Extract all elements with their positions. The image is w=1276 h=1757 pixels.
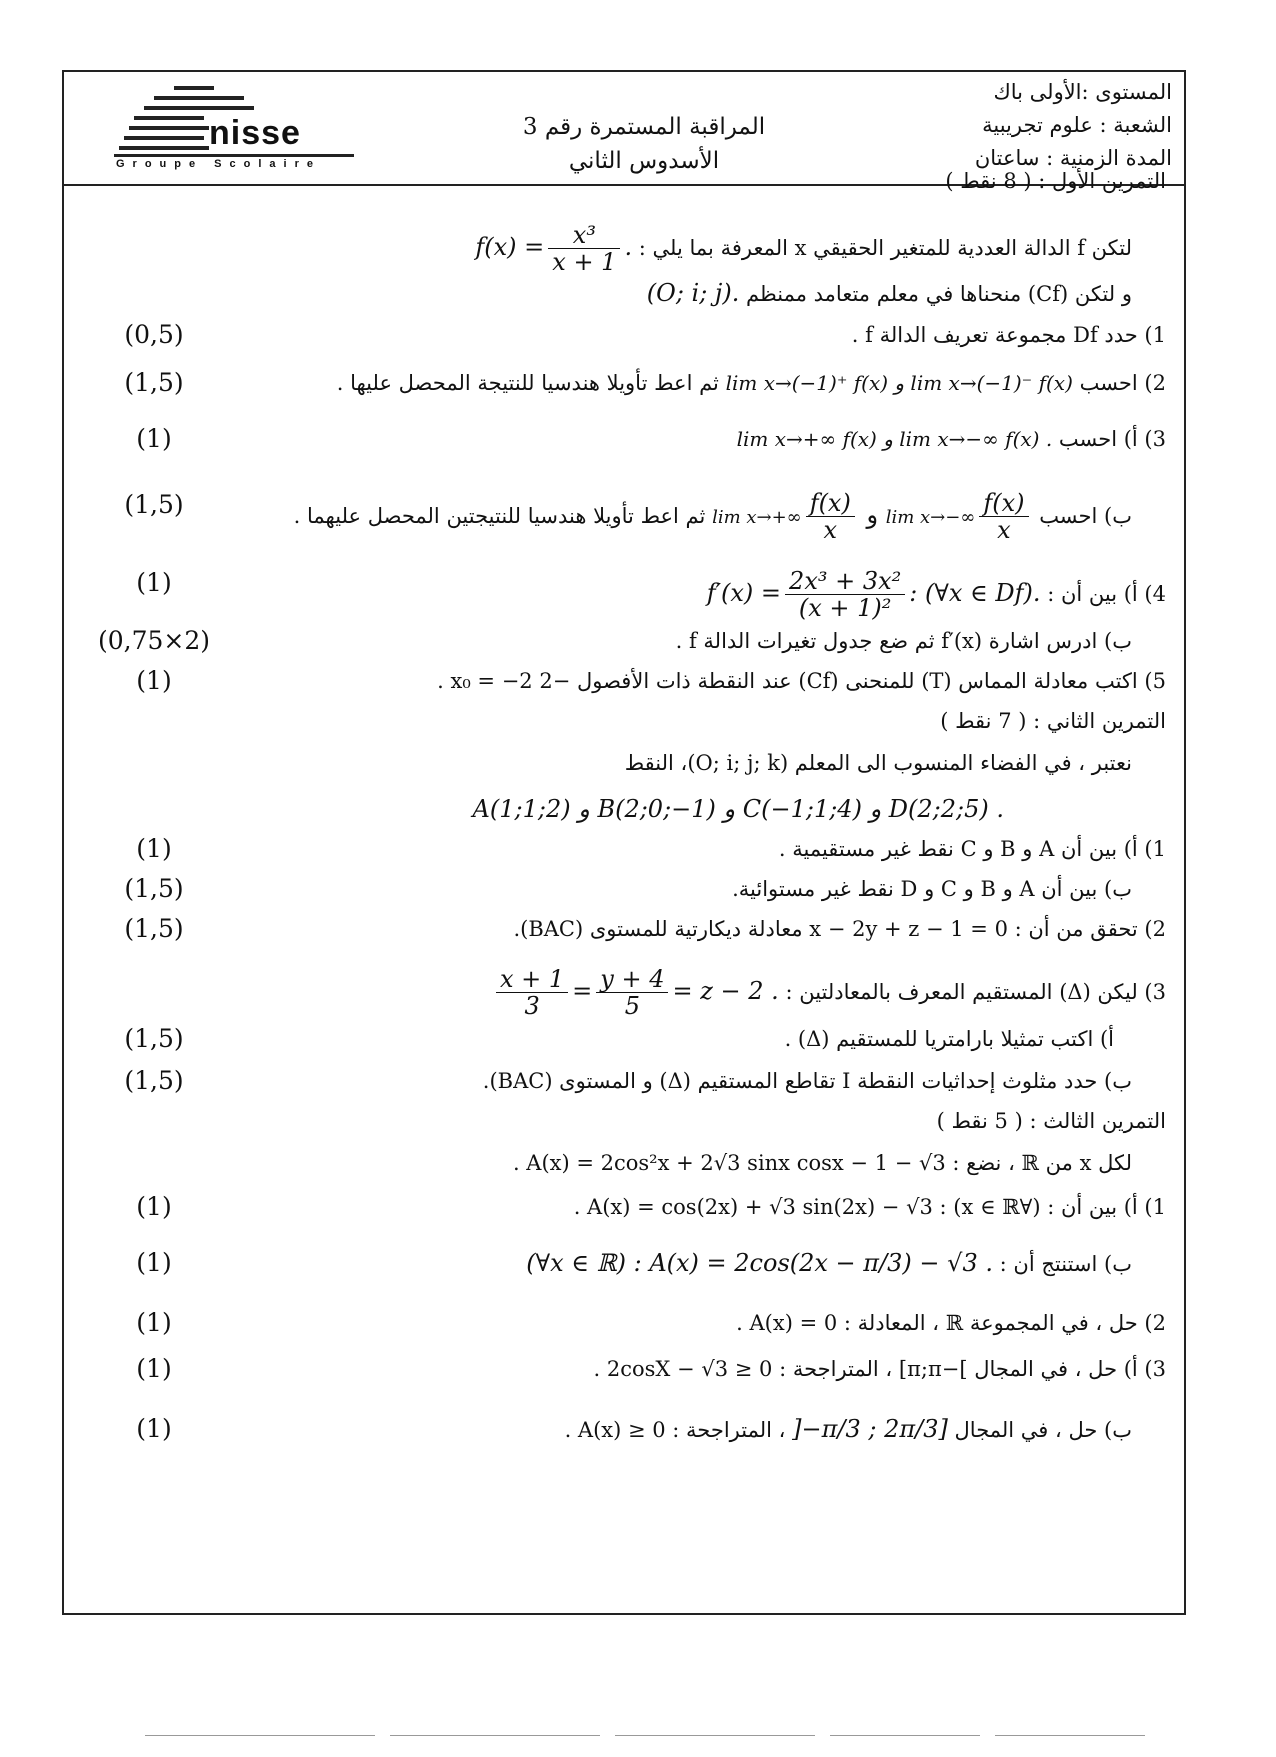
ex1-q1-row <box>64 316 1184 356</box>
ex1-q2-math: lim x→(−1)⁺ f(x) و lim x→(−1)⁻ f(x) <box>725 371 1073 395</box>
ex2-q2-row <box>64 910 1184 950</box>
fraction <box>596 966 668 1019</box>
ex2-q2-points: (1,5) <box>124 914 184 943</box>
ex3-q1a-points: (1) <box>136 1192 172 1221</box>
denominator: (x + 1)² <box>798 594 892 622</box>
ex3-q3b-row <box>64 1400 1184 1460</box>
ex3-q1b-points: (1) <box>136 1248 172 1277</box>
ex3-q2: 2) حل ، في المجموعة ℝ ، المعادلة : A(x) = 0 . <box>736 1311 1166 1335</box>
ex1-q3a-text: 3) أ) احسب <box>1058 427 1166 451</box>
ex1-q3b <box>294 490 1132 543</box>
ex3-q1b-text: ب) استنتج أن : <box>999 1252 1132 1276</box>
semester-title: الأسدوس الثاني <box>568 148 720 174</box>
ex1-q3a-points: (1) <box>136 424 172 453</box>
ex2-q1b-row <box>64 870 1184 910</box>
header-info <box>975 76 1172 175</box>
ex1-intro1-row <box>64 208 1184 276</box>
ex1-intro1 <box>475 222 1132 275</box>
ex3-title-row <box>64 1102 1184 1142</box>
formula-lhs: f(x) = <box>475 233 545 261</box>
ex2-q2: 2) تحقق من أن : x − 2y + z − 1 = 0 معادلة ديكارتية للمستوى (BAC). <box>513 917 1166 941</box>
ex3-q2-row <box>64 1304 1184 1344</box>
ex1-q2-text: 2) احسب <box>1079 371 1166 395</box>
ex1-q3b-points: (1,5) <box>124 490 184 519</box>
ex1-q4b-row <box>64 622 1184 662</box>
ex1-q1-points: (0,5) <box>124 320 184 349</box>
ex2-title: التمرين الثاني : ( 7 نقط ) <box>940 709 1166 733</box>
ex1-intro1-formula: f(x) = $\frac{\text{x³}}{x + 1}$ . <box>475 221 633 276</box>
ex2-q3b-points: (1,5) <box>124 1066 184 1095</box>
ex2-intro1-row <box>64 744 1184 784</box>
ex3-q3b-points: (1) <box>136 1414 172 1443</box>
and-word: و <box>866 501 879 529</box>
fraction <box>496 966 568 1019</box>
ex1-q3b-row <box>64 472 1184 544</box>
ex3-q1b <box>526 1248 1132 1279</box>
ex1-q3a <box>737 424 1166 454</box>
numerator: 2x³ + 3x² <box>785 568 905 595</box>
ex3-q3b-tail: ، المتراجحة : A(x) ≥ 0 . <box>564 1418 786 1442</box>
duration-line: المدة الزمنية : ساعتان <box>974 146 1172 170</box>
denominator: 3 <box>524 992 540 1020</box>
ex2-q1a: 1) أ) بين أن A و B و C نقط غير مستقيمية . <box>778 837 1166 861</box>
ex2-q3a-points: (1,5) <box>124 1024 184 1053</box>
denominator: x + 1 <box>552 248 617 276</box>
ex2-intro2-row <box>64 788 1184 828</box>
ex2-intro1: نعتبر ، في الفضاء المنسوب الى المعلم (O; i; j; k)، النقط <box>624 751 1132 775</box>
ex1-q5-row <box>64 662 1184 702</box>
ex1-intro2 <box>647 278 1132 309</box>
ex1-q5: 5) اكتب معادلة المماس (T) للمنحنى (Cf) عند النقطة ذات الأفصول −2 x₀ = −2 . <box>437 669 1166 693</box>
ex1-q4a-text: 4) أ) بين أن : <box>1047 582 1166 606</box>
branch-line: الشعبة : علوم تجريبية <box>982 113 1172 137</box>
ex2-points-list: A(1;1;2) و B(2;0;−1) و C(−1;1;4) و D(2;2;5) . <box>472 795 1004 823</box>
numerator: f(x) <box>979 490 1028 517</box>
ex1-q4a-math <box>706 567 1041 622</box>
ex3-q3b-text: ب) حل ، في المجال <box>954 1418 1132 1442</box>
logo-subtitle: Groupe Scolaire <box>116 158 321 170</box>
ex3-intro: لكل x من ℝ ، نضع : A(x) = 2cos²x + 2√3 sinx cosx − 1 − √3 . <box>512 1151 1132 1175</box>
fraction <box>979 490 1028 543</box>
ex1-intro1-text: لتكن f الدالة العددية للمتغير الحقيقي x المعرفة بما يلي : <box>638 236 1132 260</box>
ex1-intro2-row <box>64 272 1184 312</box>
ex3-q1b-row <box>64 1236 1184 1292</box>
ex1-intro2-math: (O; i; j). <box>646 279 740 307</box>
exam-sheet <box>62 70 1186 1615</box>
ex3-q1a: 1) أ) بين أن : (∀x ∈ ℝ) : A(x) = cos(2x) + √3 sin(2x) − √3 . <box>573 1195 1166 1219</box>
fraction <box>806 490 855 543</box>
ex1-q4a-points: (1) <box>136 568 172 597</box>
ex1-q3b-math <box>712 489 1032 544</box>
denominator: 5 <box>624 992 641 1020</box>
ex1-q3a-row <box>64 418 1184 458</box>
ex2-q3b-row <box>64 1062 1184 1102</box>
ex1-q4a <box>707 568 1166 621</box>
numerator: x + 1 <box>496 966 568 993</box>
ex2-q3a: أ) اكتب تمثيلا بارامتريا للمستقيم (Δ) . <box>784 1027 1114 1051</box>
ex1-q3b-tail: ثم اعط تأويلا هندسيا للنتيجتين المحصل عليهما . <box>293 504 706 528</box>
numerator: f(x) <box>806 490 855 517</box>
ex3-q1b-math: (∀x ∈ ℝ) : A(x) = 2cos(2x − π/3) − √3 . <box>526 1249 993 1277</box>
ex1-q2-row <box>64 362 1184 402</box>
ex1-q3b-text: ب) احسب <box>1039 504 1132 528</box>
ex3-intro-row <box>64 1142 1184 1182</box>
ex3-q3a: 3) أ) حل ، في المجال ]−π;π] ، المتراجحة : 2cosX − √3 ≥ 0 . <box>593 1357 1166 1381</box>
formula-tail: : (∀x ∈ Df). <box>909 579 1041 607</box>
denominator: x <box>997 516 1011 544</box>
ex2-q3a-row <box>64 1020 1184 1060</box>
limit-plus-inf: lim x→+∞ <box>712 507 802 528</box>
school-logo <box>114 80 364 175</box>
test-title: المراقبة المستمرة رقم 3 <box>522 114 766 140</box>
level-line: المستوى :الأولى باك <box>993 80 1172 104</box>
fraction <box>548 222 620 275</box>
ex2-q3 <box>492 966 1166 1019</box>
ex1-title: التمرين الأول : ( 8 نقط ) <box>945 169 1166 193</box>
fraction <box>785 568 905 621</box>
logo-name: nisse <box>209 114 301 152</box>
ex2-q1b: ب) بين أن A و B و C و D نقط غير مستوائية. <box>732 877 1132 901</box>
ex3-q3a-points: (1) <box>136 1354 172 1383</box>
ex3-q3a-row <box>64 1350 1184 1390</box>
ex1-q1: 1) حدد Df مجموعة تعريف الدالة f . <box>851 323 1166 347</box>
formula-tail: = z − 2 . <box>672 977 779 1005</box>
ex3-q3b <box>565 1414 1132 1445</box>
ex2-title-row <box>64 702 1184 742</box>
denominator: x <box>823 516 838 544</box>
ex1-q5-points: (1) <box>136 666 172 695</box>
ex3-q1a-row <box>64 1188 1184 1228</box>
ex1-q4b: ب) ادرس اشارة f′(x) ثم ضع جدول تغيرات الدالة f . <box>675 629 1132 653</box>
ex1-intro2-text: و لتكن (Cf) منحناها في معلم متعامد ممنظم <box>746 282 1132 306</box>
ex2-q1a-row <box>64 830 1184 870</box>
numerator: x³ <box>548 222 620 249</box>
formula-lhs: f′(x) = <box>706 579 782 607</box>
ex1-q4a-row <box>64 550 1184 622</box>
ex2-q1a-points: (1) <box>136 834 172 863</box>
ex3-q2-points: (1) <box>136 1308 172 1337</box>
ex1-q3a-math: lim x→+∞ f(x) و lim x→−∞ f(x) . <box>736 427 1053 451</box>
ex3-q3b-math: ]−π/3 ; 2π/3] <box>792 1415 948 1443</box>
ex3-title: التمرين الثالث : ( 5 نقط ) <box>936 1109 1166 1133</box>
limit-minus-inf: lim x→−∞ <box>885 507 976 528</box>
ex1-q2-tail: ثم اعط تأويلا هندسيا للنتيجة المحصل عليها . <box>336 371 719 395</box>
ex2-q3-math: $\frac{x + 1}{3}$ = $\frac{y + 4}{5}$ = z − 2 . <box>492 977 779 1005</box>
ex1-q2 <box>337 368 1166 398</box>
ex1-q4b-points: (0,75×2) <box>97 626 211 655</box>
numerator: y + 4 <box>596 966 668 993</box>
ex1-title-row <box>64 166 1184 206</box>
ex2-q3-text: 3) ليكن (Δ) المستقيم المعرف بالمعادلتين : <box>785 980 1166 1004</box>
ex2-q3b: ب) حدد مثلوث إحداثيات النقطة I تقاطع المستقيم (Δ) و المستوى (BAC). <box>482 1069 1132 1093</box>
ex2-q3-row <box>64 952 1184 1020</box>
ex2-q1b-points: (1,5) <box>124 874 184 903</box>
ex1-q2-points: (1,5) <box>124 368 184 397</box>
